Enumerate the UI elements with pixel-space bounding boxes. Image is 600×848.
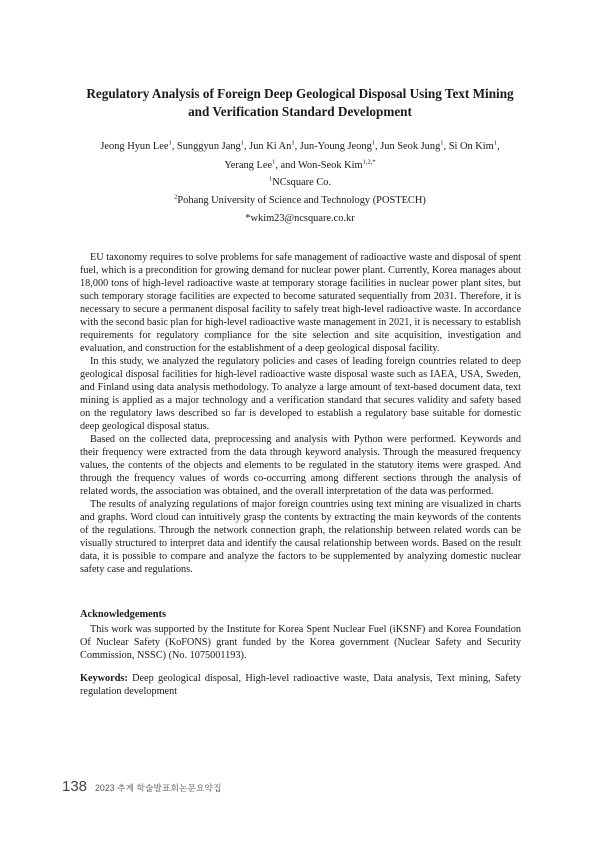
author-affil-sup: 1 (291, 139, 295, 147)
keywords-text: Deep geological disposal, High-level radioactive waste, Data analysis, Text mining, Safety regulation development (80, 673, 521, 697)
page-number: 138 (62, 778, 88, 795)
abstract-body (80, 251, 521, 576)
abstract-paragraph: The results of analyzing regulations of major foreign countries using text mining are visualized in charts and graphs. Word cloud can intuitively grasp the contents by extracting the main keywords of the contents of the regulations. Through the network connection graph, the relationship between related words can be visually structured to interpret data and identify the causal relationship between words. Based on the result data, it is possible to compare and analyze the factors to be supplemented by analyzing domestic nuclear safety case and regulations. (80, 499, 521, 575)
author-affil-sup: 1 (168, 139, 172, 147)
author-affil-sup: 1 (371, 139, 376, 147)
affiliation-1 (60, 177, 540, 188)
title-line-1: Regulatory Analysis of Foreign Deep Geological Disposal Using Text Mining (86, 86, 514, 101)
proceedings-title: 2023 추계 학술발표회논문요약집 (95, 783, 222, 793)
author-name: Yerang Lee (224, 160, 273, 171)
author-name: Sunggyun Jang (176, 141, 241, 152)
author-affil-sup: 1 (493, 139, 498, 147)
paper-title (60, 85, 540, 121)
title-line-2: and Verification Standard Development (188, 104, 412, 119)
acknowledgements-heading: Acknowledgements (80, 609, 167, 620)
author-name: Won-Seok Kim (297, 160, 363, 171)
acknowledgements-text: This work was supported by the Institute for Korea Spent Nuclear Fuel (iKSNF) and Korea Foundation Of Nuclear Safety (KoFONS) grant funded by the Korea government (Nuclear Safety and Security Commission, NSSC) (No. 1075001193). (80, 624, 521, 661)
author-affil-sup: 1 (240, 139, 244, 147)
author-name: Jeong Hyun Lee (100, 141, 169, 152)
author-name: Jun Seok Jung (380, 141, 441, 152)
abstract-paragraph: EU taxonomy requires to solve problems for safe management of radioactive waste and disposal of spent fuel, which is a precondition for growing demand for nuclear power plant. Currently, Korea manages about 18,000 tons of high-level radioactive waste at temporary storage facilities in nuclear power plant sites, but such temporary storage facilities are expected to become saturated sequentially from 2031. Therefore, it is necessary to secure a permanent disposal facility to safely treat high-level radioactive waste. In accordance with the second basic plan for high-level radioactive waste management in 2021, it is necessary to establish requirements for regulatory compliance for the site selection and site acquisition, investigation and evaluation, and construction for the establishment of a deep geological disposal facility. (80, 252, 521, 354)
author-and: and (280, 160, 296, 171)
author-name: Jun-Young Jeong (299, 141, 372, 152)
author-name: Si On Kim (448, 141, 494, 152)
abstract-paragraph: In this study, we analyzed the regulatory policies and cases of leading foreign countries related to deep geological disposal facilities for high-level radioactive waste disposal waste such as IAEA, USA, Sweden, and Finland using data analysis methodology. To analyze a large amount of text-based document data, text mining is applied as a major technology and a verification standard that secures validity and safety based on the regulatory laws described so far is developed to establish a regulatory base suitable for domestic deep geological disposal status. (80, 356, 521, 432)
author-affil-sup: 1,2,* (362, 158, 376, 166)
keywords-label: Keywords: (80, 673, 128, 684)
affiliation-text: NCsquare Co. (272, 177, 332, 188)
keywords (80, 672, 521, 698)
affiliation-2 (60, 195, 540, 206)
corresponding-email: *wkim23@ncsquare.co.kr (245, 213, 355, 224)
author-affil-sup: 1 (272, 158, 276, 166)
affiliation-text: Pohang University of Science and Technology (POSTECH) (177, 195, 426, 206)
page-footer (62, 778, 221, 795)
author-line-2: Yerang Lee$^1$, and Won-Seok Kim$^{1,2,*}$ (224, 158, 376, 171)
author-name: Jun Ki An (249, 141, 292, 152)
abstract-paragraph: Based on the collected data, preprocessing and analysis with Python were performed. Keywords and their frequency were extracted from the data through keyword analysis. Through the measured frequency values, the contents of the objects and elements to be regulated in the statutory items were grasped. And through the frequency values of words co-occurring among different sections through the analysis of related words, the association was obtained, and the overall interpretation of the data was performed. (80, 434, 521, 497)
author-line-1: Jeong Hyun Lee$^1$, Sunggyun Jang$^1$, Jun Ki An$^1$, Jun-Young Jeong$^1$, Jun Seok Jung$^1$, Si On Kim$^1$, (100, 139, 500, 152)
author-list (70, 137, 530, 175)
affiliation-sup: 2 (174, 193, 178, 201)
affiliation-sup: 1 (268, 175, 273, 183)
author-affil-sup: 1 (440, 139, 444, 147)
